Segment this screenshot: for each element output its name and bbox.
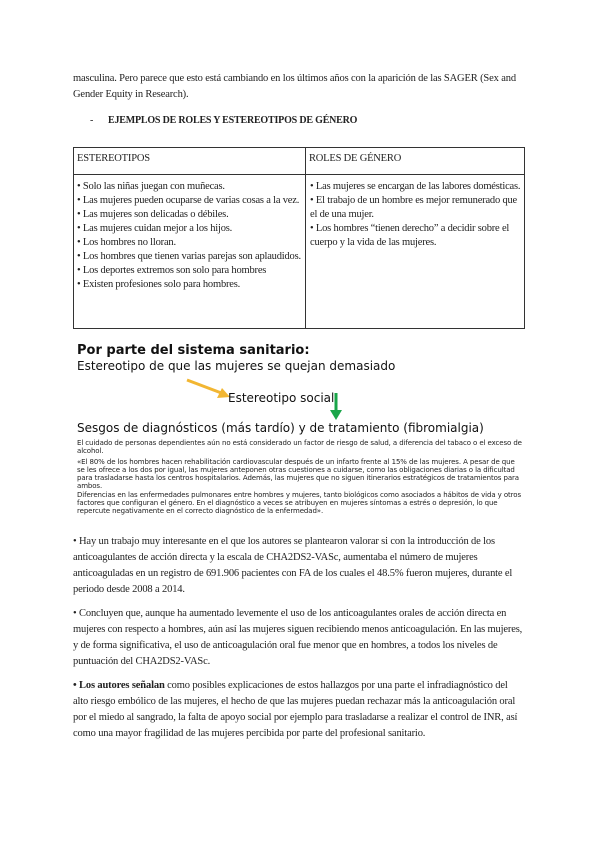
list-item: • Los hombres que tienen varias parejas son aplaudidos. <box>77 251 301 262</box>
figure-subtitle: Estereotipo de que las mujeres se quejan demasiado <box>77 359 396 373</box>
list-item: • Las mujeres se encargan de las labores domésticas. <box>310 181 521 192</box>
green-arrow-head <box>330 410 342 420</box>
yellow-arrow-shaft <box>187 380 224 394</box>
intro-paragraph: masculina. Pero parece que esto está cambiando en los últimos años con la aparición de las SAGER (Sex and Gender Equity in Research). <box>73 73 516 100</box>
header-roles-genero: ROLES DE GÉNERO <box>306 148 525 175</box>
table-header-row <box>74 148 525 175</box>
list-item: • Los deportes extremos son solo para hombres <box>77 265 267 276</box>
list-item: • El trabajo de un hombre es mejor remunerado que el de una mujer. <box>310 195 518 220</box>
paragraph-study: • Hay un trabajo muy interesante en el que los autores se plantearon valorar si con la introducción de los anticoagulantes de acción directa y la escala de CHA2DS2-VASc, aumentaba el número de mujeres anticoaguladas en un registro de 691.906 pacientes con FA de los cuales el 48.5% fueron mujeres, durante el periodo desde 2008 a 2014. <box>73 536 513 595</box>
figure-text-block: El cuidado de personas dependientes aún no está considerado un factor de riesgo de salud, a diferencia del tabaco o el exceso de alcohol. <box>77 439 522 455</box>
list-item: • Solo las niñas juegan con muñecas. <box>77 181 225 192</box>
figure-title: Por parte del sistema sanitario: <box>77 343 310 358</box>
paragraph-conclusion: • Concluyen que, aunque ha aumentado levemente el uso de los anticoagulantes orales de acción directa en mujeres con respecto a hombres, aún así las mujeres siguen recibiendo menos anticoagulación. En las mujeres, y de forma significativa, el uso de anticoagulación oral fue menor que en hombres, a todos los niveles de puntuación del CHA2DS2-VASc. <box>73 608 523 667</box>
embedded-slide-figure <box>74 337 526 517</box>
yellow-arrow-icon <box>184 377 234 401</box>
heading-bullet: - <box>90 115 94 126</box>
table-row <box>74 175 525 329</box>
green-arrow-icon <box>329 392 343 422</box>
list-item: • Los hombres no lloran. <box>77 237 176 248</box>
heading-text: EJEMPLOS DE ROLES Y ESTEREOTIPOS DE GÉNERO <box>108 115 358 126</box>
figure-text-block: Diferencias en las enfermedades pulmonares entre hombres y mujeres, tanto biológicos como asociados a hábitos de vida y otros factores que configuran el género. En el diagnóstico a veces se atribuyen en mujeres síntomas a estrés o depresión, lo que repercute negativamente en el correcto diagnóstico de la enfermedad». <box>77 491 522 515</box>
estereotipos-cell <box>74 175 306 329</box>
section-heading <box>90 115 530 126</box>
stereotypes-table <box>73 147 525 329</box>
list-item: • Los hombres “tienen derecho” a decidir sobre el cuerpo y la vida de las mujeres. <box>310 223 510 248</box>
figure-text-block: «El 80% de los hombres hacen rehabilitación cardiovascular después de un infarto frente al 15% de las mujeres. A pesar de que se les ofrece a los dos por igual, las mujeres anteponen otras cuestiones a cuidarse, como las obligaciones diarias o la dificultad para trasladarse hasta los centros hospitalarios. Además, las mujeres que no siguen itinerarios estratégicos de tratamientos para ambos. <box>77 458 519 490</box>
paragraph-explanations <box>73 678 525 742</box>
roles-genero-cell <box>306 175 525 329</box>
figure-social-label: Estereotipo social <box>228 391 335 405</box>
list-item: • Existen profesiones solo para hombres. <box>77 279 241 290</box>
paragraph-lead: • Los autores señalan <box>73 680 165 691</box>
figure-sesgos: Sesgos de diagnósticos (más tardío) y de tratamiento (fibromialgia) <box>77 421 484 435</box>
paragraph-body: como posibles explicaciones de estos hallazgos por una parte el infradiagnóstico del alto riesgo embólico de las mujeres, el hecho de que las mujeres puedan rechazar más la anticoagulación oral por el miedo al sangrado, la falta de apoyo social por ejemplo para trasladarse a realizar el control de INR, así como una mayor fragilidad de las mujeres percibida por parte del profesional sanitario. <box>73 680 518 739</box>
list-item: • Las mujeres son delicadas o débiles. <box>77 209 229 220</box>
list-item: • Las mujeres cuidan mejor a los hijos. <box>77 223 233 234</box>
header-estereotipos: ESTEREOTIPOS <box>74 148 306 175</box>
list-item: • Las mujeres pueden ocuparse de varias cosas a la vez. <box>77 195 300 206</box>
